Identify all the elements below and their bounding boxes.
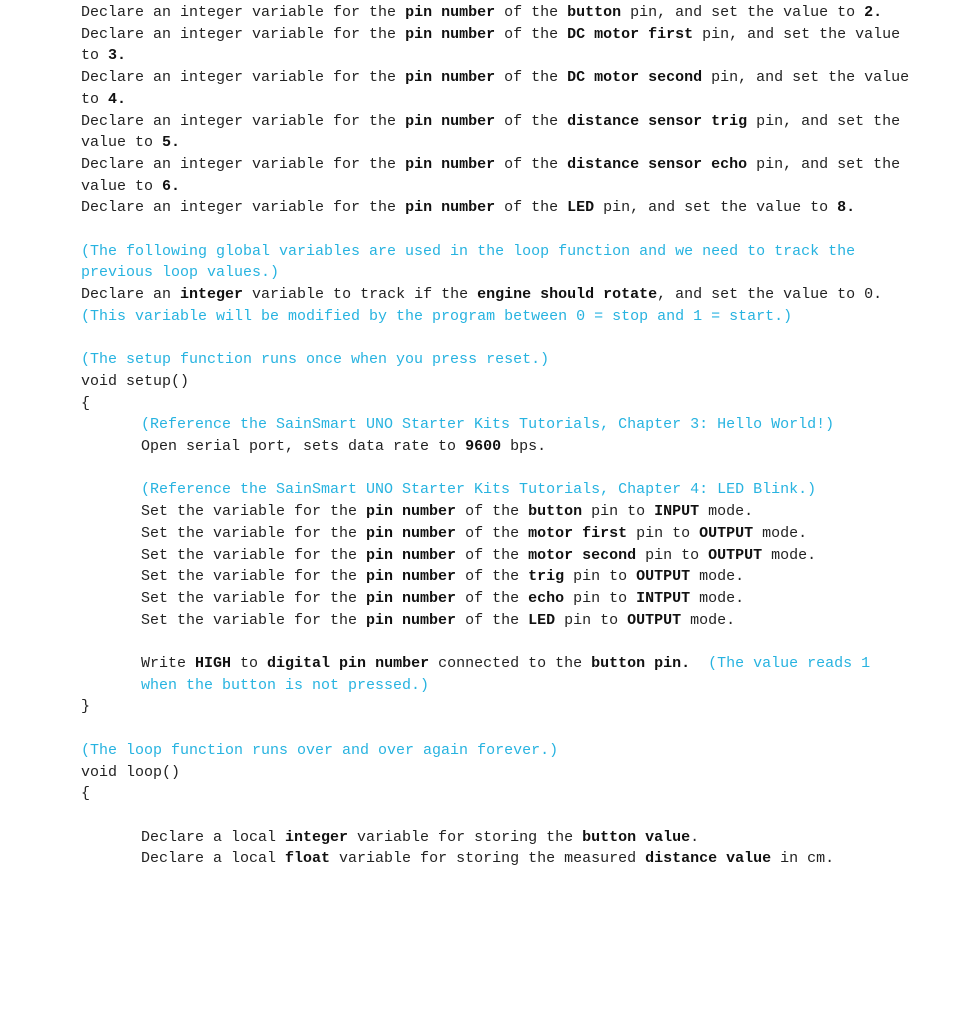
- plain-text: variable to track if the: [243, 286, 478, 304]
- comment-text: (The loop function runs over and over again forever.): [81, 741, 559, 759]
- bold-term: pin number: [405, 112, 496, 130]
- bold-term: pin number: [366, 524, 457, 542]
- blank-line: [81, 718, 911, 740]
- bold-term: integer: [285, 828, 349, 846]
- plain-text: }: [81, 698, 91, 716]
- bold-term: OUTPUT: [636, 568, 691, 586]
- bold-term: motor second: [528, 546, 637, 564]
- plain-text: Declare an integer variable for the: [81, 112, 406, 130]
- bold-term: pin number: [366, 503, 457, 521]
- document-line: [81, 154, 911, 197]
- document-line: [81, 111, 911, 154]
- document-line: [81, 479, 911, 501]
- document-line: [81, 848, 911, 870]
- blank-line: [81, 631, 911, 653]
- document-line: [81, 588, 911, 610]
- plain-text: of the: [456, 611, 529, 629]
- plain-text: mode.: [753, 524, 808, 542]
- plain-text: pin to: [627, 524, 700, 542]
- bold-term: digital pin number: [267, 655, 430, 673]
- plain-text: mode.: [681, 611, 736, 629]
- document-line: [81, 545, 911, 567]
- plain-text: Declare a local: [141, 828, 286, 846]
- bold-term: button: [528, 503, 583, 521]
- plain-text: pin, and set the value to: [81, 25, 910, 65]
- plain-text: Declare an integer variable for the: [81, 155, 406, 173]
- plain-text: of the: [456, 524, 529, 542]
- comment-text: (The following global variables are used in the loop function and we need to track the previous loop values.): [81, 242, 865, 282]
- document-line: [81, 436, 911, 458]
- bold-term: LED: [528, 611, 556, 629]
- bold-term: float: [285, 850, 331, 868]
- plain-text: of the: [456, 546, 529, 564]
- bold-term: pin number: [366, 568, 457, 586]
- plain-text: to: [231, 655, 268, 673]
- plain-text: Open serial port, sets data rate to: [141, 438, 466, 456]
- bold-term: 5.: [162, 134, 181, 152]
- plain-text: pin to: [564, 568, 637, 586]
- plain-text: [690, 655, 708, 672]
- plain-text: of the: [495, 112, 568, 130]
- document-line: [81, 501, 911, 523]
- document-line: [81, 696, 911, 718]
- document-line: [81, 414, 911, 436]
- bold-term: trig: [528, 568, 565, 586]
- bold-term: motor first: [528, 524, 628, 542]
- bold-term: DC motor first: [567, 25, 694, 43]
- plain-text: {: [81, 785, 91, 803]
- bold-term: button: [567, 4, 622, 21]
- plain-text: of the: [495, 4, 568, 21]
- document-line: [81, 523, 911, 545]
- bold-term: distance sensor echo: [567, 155, 748, 173]
- plain-text: Declare a local: [141, 850, 286, 868]
- bold-term: 6.: [162, 177, 181, 195]
- bold-term: integer: [180, 286, 244, 304]
- document-line: [81, 762, 911, 784]
- plain-text: Declare an: [81, 286, 181, 304]
- plain-text: .: [690, 828, 700, 846]
- plain-text: pin, and set the value to: [621, 4, 865, 21]
- document-line: [81, 783, 911, 805]
- plain-text: of the: [456, 589, 529, 607]
- comment-text: (Reference the SainSmart UNO Starter Kits Tutorials, Chapter 3: Hello World!): [141, 416, 835, 434]
- plain-text: variable for storing the: [348, 828, 583, 846]
- document-line: [81, 393, 911, 415]
- document-line: [81, 827, 911, 849]
- bold-term: OUTPUT: [699, 524, 754, 542]
- plain-text: Declare an integer variable for the: [81, 199, 406, 217]
- plain-text: {: [81, 394, 91, 412]
- plain-text: void loop(): [81, 763, 181, 781]
- document-line: [81, 284, 911, 327]
- plain-text: pin to: [636, 546, 709, 564]
- bold-term: echo: [528, 589, 565, 607]
- plain-text: mode.: [690, 589, 745, 607]
- bold-term: HIGH: [195, 655, 232, 673]
- plain-text: , and set the value to 0.: [657, 286, 901, 304]
- plain-text: of the: [495, 69, 568, 87]
- pseudocode-document: [81, 2, 919, 870]
- plain-text: Set the variable for the: [141, 524, 367, 542]
- plain-text: mode.: [762, 546, 817, 564]
- plain-text: Set the variable for the: [141, 503, 367, 521]
- plain-text: Write: [141, 655, 196, 673]
- blank-line: [81, 328, 911, 350]
- bold-term: DC motor second: [567, 69, 703, 87]
- bold-term: button pin.: [591, 655, 691, 673]
- document-line: [81, 566, 911, 588]
- comment-text: (The value reads 1 when the button is not pressed.): [141, 655, 880, 694]
- plain-text: in cm.: [771, 850, 835, 868]
- plain-text: of the: [456, 503, 529, 521]
- plain-text: pin to: [564, 589, 637, 607]
- document-line: [81, 197, 911, 219]
- bold-term: pin number: [366, 611, 457, 629]
- document-line: [81, 349, 911, 371]
- plain-text: pin, and set the value to: [81, 69, 919, 108]
- bold-term: 8.: [837, 199, 856, 217]
- bold-term: pin number: [366, 546, 457, 564]
- plain-text: pin, and set the value to: [81, 155, 910, 195]
- comment-text: (Reference the SainSmart UNO Starter Kits Tutorials, Chapter 4: LED Blink.): [141, 481, 817, 499]
- document-line: [81, 740, 911, 762]
- plain-text: of the: [495, 25, 568, 43]
- bold-term: 9600: [465, 438, 502, 456]
- document-line: [81, 371, 911, 393]
- comment-text: (This variable will be modified by the program between 0 = stop and 1 = start.): [81, 307, 793, 325]
- blank-line: [81, 805, 911, 827]
- bold-term: INTPUT: [636, 589, 691, 607]
- bold-term: 4.: [108, 90, 127, 108]
- plain-text: pin, and set the value to: [594, 199, 838, 217]
- document-line: [81, 24, 911, 67]
- bold-term: pin number: [405, 4, 496, 21]
- plain-text: Set the variable for the: [141, 589, 367, 607]
- document-line: [81, 2, 911, 24]
- bold-term: 3.: [108, 47, 127, 65]
- bold-term: pin number: [405, 199, 496, 217]
- plain-text: bps.: [501, 438, 547, 456]
- document-line: [81, 610, 911, 632]
- plain-text: Declare an integer variable for the: [81, 4, 406, 21]
- plain-text: Declare an integer variable for the: [81, 69, 406, 87]
- bold-term: pin number: [405, 155, 496, 173]
- document-line: [81, 241, 911, 284]
- plain-text: pin, and set the value to: [81, 112, 910, 152]
- plain-text: pin to: [582, 503, 655, 521]
- plain-text: mode.: [699, 503, 754, 521]
- plain-text: void setup(): [81, 372, 190, 390]
- blank-line: [81, 458, 911, 480]
- plain-text: connected to the: [429, 655, 592, 673]
- bold-term: 2.: [864, 4, 883, 21]
- plain-text: of the: [495, 155, 568, 173]
- plain-text: Set the variable for the: [141, 546, 367, 564]
- bold-term: INPUT: [654, 503, 700, 521]
- bold-term: engine should rotate: [477, 286, 658, 304]
- bold-term: distance sensor trig: [567, 112, 748, 130]
- plain-text: of the: [495, 199, 568, 217]
- plain-text: Declare an integer variable for the: [81, 25, 406, 43]
- bold-term: OUTPUT: [708, 546, 763, 564]
- plain-text: pin to: [555, 611, 628, 629]
- bold-term: OUTPUT: [627, 611, 682, 629]
- document-line: [81, 653, 911, 696]
- plain-text: mode.: [690, 568, 745, 586]
- bold-term: pin number: [366, 589, 457, 607]
- plain-text: Set the variable for the: [141, 568, 367, 586]
- bold-term: button value: [582, 828, 691, 846]
- plain-text: variable for storing the measured: [330, 850, 646, 868]
- bold-term: LED: [567, 199, 595, 217]
- plain-text: of the: [456, 568, 529, 586]
- bold-term: pin number: [405, 25, 496, 43]
- comment-text: (The setup function runs once when you press reset.): [81, 351, 550, 369]
- blank-line: [81, 219, 911, 241]
- bold-term: distance value: [645, 850, 772, 868]
- plain-text: Set the variable for the: [141, 611, 367, 629]
- bold-term: pin number: [405, 69, 496, 87]
- document-line: [81, 67, 919, 110]
